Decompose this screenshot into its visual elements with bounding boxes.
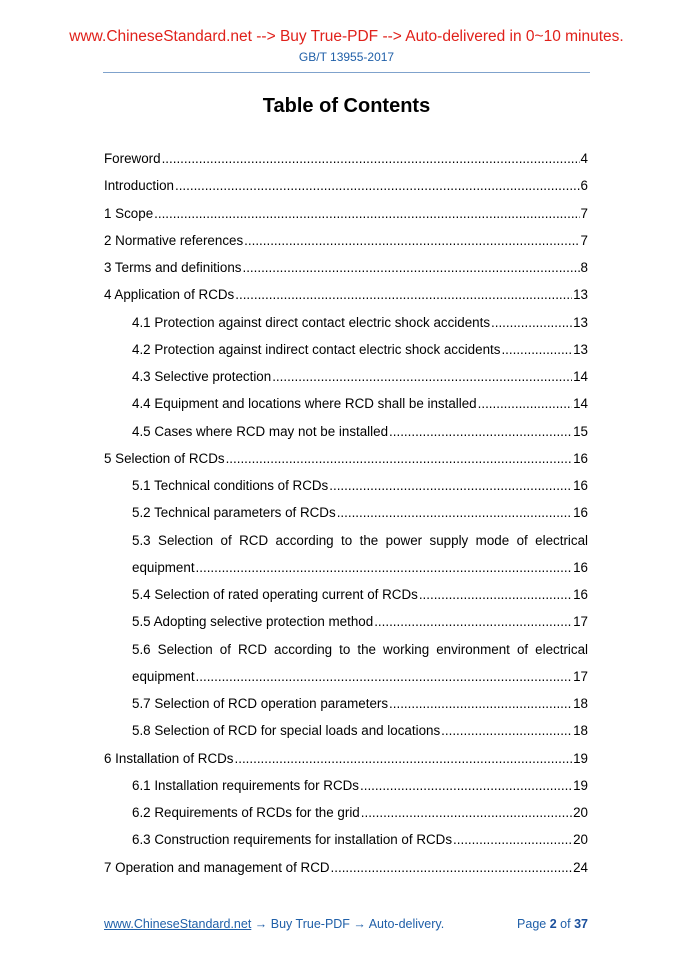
- toc-entry[interactable]: [104, 390, 588, 417]
- toc-entry-label: 4.3 Selective protection: [132, 369, 272, 384]
- dot-leader: [441, 717, 572, 744]
- top-banner[interactable]: www.ChineseStandard.net --> Buy True-PDF --> Auto-delivered in 0~10 minutes.: [69, 28, 624, 45]
- page-title: Table of Contents: [262, 95, 431, 117]
- dot-leader: [162, 145, 580, 172]
- toc-entry[interactable]: [104, 499, 588, 526]
- toc-page-number: 8: [580, 260, 588, 275]
- toc-entry[interactable]: [104, 309, 588, 336]
- toc-entry[interactable]: [104, 581, 588, 608]
- footer-tagline: → Buy True-PDF → Auto-delivery.: [251, 917, 445, 931]
- toc-page-number: 17: [573, 614, 588, 630]
- page-footer: [104, 917, 588, 931]
- toc-entry-label: 5 Selection of RCDs: [104, 450, 225, 466]
- toc-page-number: 16: [573, 505, 588, 521]
- toc-entry-label: 5.2 Technical parameters of RCDs: [132, 505, 336, 521]
- toc-page-number: 14: [573, 396, 588, 412]
- toc-entry-label: 5.5 Adopting selective protection method: [132, 614, 374, 630]
- toc-entry-label-line2: equipment: [132, 559, 195, 575]
- dot-leader: [175, 172, 580, 199]
- dot-leader: [154, 200, 579, 227]
- toc-entry-label: 6 Installation of RCDs: [104, 750, 234, 766]
- toc-entry-label: 5.8 Selection of RCD for special loads and locations: [132, 723, 441, 739]
- table-of-contents: [104, 145, 588, 881]
- toc-entry-label-line1: 5.3 Selection of RCD according to the power supply mode of electrical: [132, 532, 588, 548]
- dot-leader: [419, 581, 572, 608]
- toc-entry[interactable]: [104, 608, 588, 635]
- toc-entry[interactable]: [104, 636, 588, 663]
- toc-page-number: 17: [573, 668, 588, 684]
- dot-leader: [331, 854, 573, 881]
- toc-entry[interactable]: [104, 690, 588, 717]
- dot-leader: [226, 445, 573, 472]
- dot-leader: [389, 418, 572, 445]
- toc-entry-label: 5.7 Selection of RCD operation parameters: [132, 696, 389, 711]
- dot-leader: [272, 363, 572, 390]
- toc-entry[interactable]: [104, 145, 588, 172]
- toc-entry[interactable]: [104, 336, 588, 363]
- toc-page-number: 20: [573, 805, 588, 820]
- toc-entry-label: Foreword: [104, 151, 161, 166]
- toc-entry-label: 6.3 Construction requirements for installation of RCDs: [132, 832, 453, 848]
- toc-entry[interactable]: [104, 281, 588, 308]
- dot-leader: [242, 254, 579, 281]
- toc-entry[interactable]: [104, 418, 588, 445]
- toc-page-number: 13: [573, 287, 588, 303]
- dot-leader: [244, 227, 579, 254]
- toc-page-number: 13: [573, 314, 588, 330]
- toc-page-number: 6: [580, 178, 588, 194]
- toc-entry[interactable]: [104, 826, 588, 853]
- toc-page-number: 16: [573, 450, 588, 466]
- dot-leader: [491, 309, 572, 336]
- toc-page-number: 13: [573, 341, 588, 357]
- dot-leader: [235, 281, 572, 308]
- toc-page-number: 7: [580, 205, 588, 221]
- toc-entry-label: 1 Scope: [104, 205, 154, 221]
- toc-entry[interactable]: [104, 254, 588, 281]
- dot-leader: [329, 472, 572, 499]
- dot-leader: [478, 390, 572, 417]
- toc-page-number: 16: [573, 587, 588, 602]
- toc-page-number: 7: [580, 232, 588, 248]
- toc-entry-label: 6.2 Requirements of RCDs for the grid: [132, 805, 360, 820]
- toc-entry[interactable]: [104, 445, 588, 472]
- toc-entry-label: 2 Normative references: [104, 232, 244, 248]
- toc-entry-label: 7 Operation and management of RCD: [104, 859, 330, 875]
- dot-leader: [337, 499, 572, 526]
- toc-entry-label: Introduction: [104, 178, 174, 194]
- footer-site-link[interactable]: www.ChineseStandard.net: [104, 917, 252, 931]
- toc-page-number: 16: [573, 559, 588, 575]
- toc-page-number: 20: [573, 832, 588, 848]
- toc-entry-continuation[interactable]: [104, 663, 588, 690]
- toc-entry[interactable]: [104, 227, 588, 254]
- toc-entry[interactable]: [104, 172, 588, 199]
- header-divider: [103, 72, 590, 73]
- toc-entry-label: 4.4 Equipment and locations where RCD shall be installed: [132, 396, 477, 412]
- standard-code: GB/T 13955-2017: [298, 50, 395, 64]
- page-indicator: [517, 917, 588, 931]
- dot-leader: [196, 663, 573, 690]
- toc-page-number: 15: [573, 423, 588, 439]
- toc-entry-label: 4 Application of RCDs: [104, 287, 235, 303]
- toc-page-number: 18: [573, 723, 588, 739]
- toc-entry-label-line2: equipment: [132, 668, 195, 684]
- toc-page-number: 24: [573, 859, 588, 875]
- toc-entry-label: 6.1 Installation requirements for RCDs: [132, 777, 359, 793]
- dot-leader: [453, 826, 572, 853]
- toc-page-number: 19: [573, 777, 588, 793]
- toc-page-number: 18: [573, 696, 588, 711]
- dot-leader: [389, 690, 572, 717]
- dot-leader: [374, 608, 572, 635]
- dot-leader: [361, 799, 572, 826]
- total-pages-number: 37: [574, 917, 588, 931]
- toc-entry-label: 4.5 Cases where RCD may not be installed: [132, 423, 389, 439]
- toc-page-number: 14: [573, 369, 588, 384]
- toc-entry-label: 5.4 Selection of rated operating current of RCDs: [132, 587, 418, 602]
- toc-entry[interactable]: [104, 717, 588, 744]
- page-word: Page: [517, 917, 547, 931]
- dot-leader: [235, 745, 573, 772]
- toc-entry[interactable]: [104, 527, 588, 554]
- toc-entry[interactable]: [104, 363, 588, 390]
- toc-entry[interactable]: [104, 854, 588, 881]
- toc-page-number: 4: [580, 151, 588, 166]
- dot-leader: [501, 336, 572, 363]
- toc-entry[interactable]: [104, 799, 588, 826]
- toc-entry[interactable]: [104, 200, 588, 227]
- toc-entry[interactable]: [104, 772, 588, 799]
- toc-entry-label: 4.1 Protection against direct contact electric shock accidents: [132, 314, 491, 330]
- toc-entry-continuation[interactable]: [104, 554, 588, 581]
- toc-entry-label: 5.1 Technical conditions of RCDs: [132, 478, 329, 493]
- dot-leader: [360, 772, 572, 799]
- toc-entry-label: 4.2 Protection against indirect contact electric shock accidents: [132, 341, 501, 357]
- toc-entry[interactable]: [104, 745, 588, 772]
- toc-page-number: 16: [573, 478, 588, 493]
- dot-leader: [196, 554, 573, 581]
- toc-entry-label: 3 Terms and definitions: [104, 260, 242, 275]
- toc-page-number: 19: [573, 750, 588, 766]
- current-page-number: 2: [549, 917, 557, 931]
- toc-entry-label-line1: 5.6 Selection of RCD according to the working environment of electrical: [132, 641, 588, 657]
- toc-entry[interactable]: [104, 472, 588, 499]
- of-word: of: [560, 917, 571, 931]
